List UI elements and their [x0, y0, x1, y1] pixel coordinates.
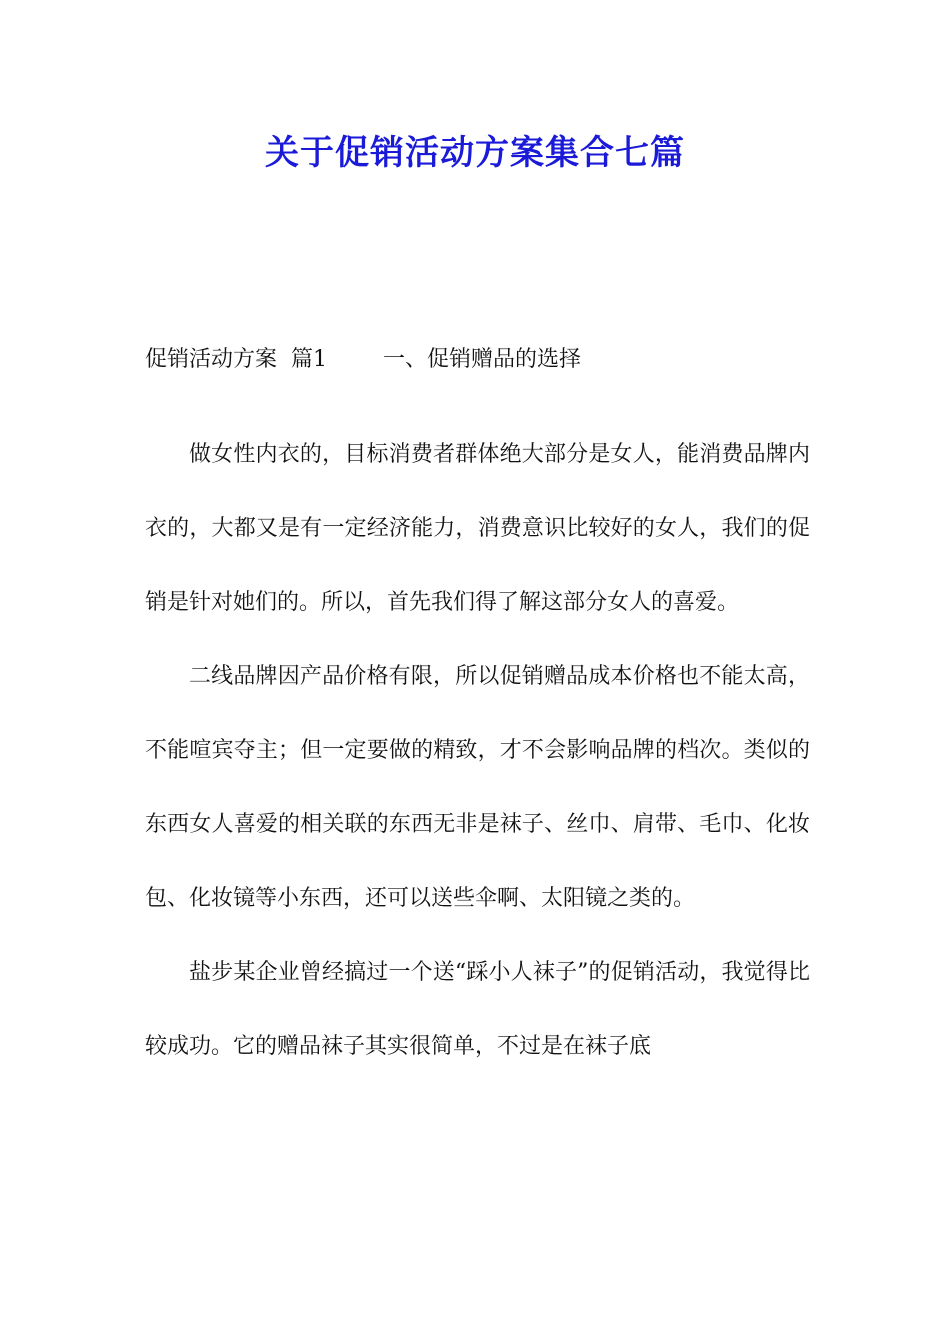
paragraph: 盐步某企业曾经搞过一个送“踩小人袜子”的促销活动，我觉得比较成功。它的赠品袜子其实很简单，不过是在袜子底	[145, 960, 810, 1059]
section-heading	[145, 342, 825, 378]
document-title: 关于促销活动方案集合七篇	[265, 133, 685, 173]
section-title: 一、促销赠品的选择	[382, 347, 581, 372]
document-body	[145, 418, 810, 1084]
paragraph: 做女性内衣的，目标消费者群体绝大部分是女人，能消费品牌内衣的，大都又是有一定经济能力，消费意识比较好的女人，我们的促销是针对她们的。所以，首先我们得了解这部分女人的喜爱。	[145, 442, 810, 615]
article-label: 促销活动方案 篇1	[145, 347, 327, 372]
paragraph: 二线品牌因产品价格有限，所以促销赠品成本价格也不能太高，不能喧宾夺主；但一定要做的精致，才不会影响品牌的档次。类似的东西女人喜爱的相关联的东西无非是袜子、丝巾、肩带、毛巾、化妆包、化妆镜等小东西，还可以送些伞啊、太阳镜之类的。	[145, 664, 810, 911]
